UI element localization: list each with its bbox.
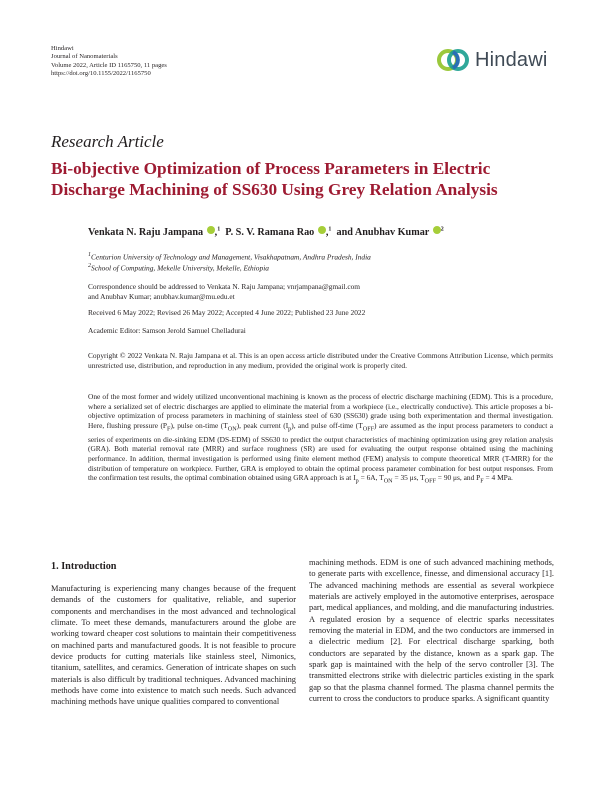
- academic-editor: Academic Editor: Samson Jerold Samuel Chelladurai: [88, 326, 246, 335]
- author-list: Venkata N. Raju Jampana ,$^1$ P. S. V. Ramana Rao ,$^1$ and Anubhav Kumar $^2$: [88, 226, 444, 238]
- journal-meta: [51, 45, 167, 79]
- hindawi-logo[interactable]: [437, 46, 557, 74]
- body-column-left: Manufacturing is experiencing many changes because of the frequent demands of the customers for qualitative, reliable, and superior components and merchandises in the most advanced and technological climate. To meet these demands, manufacturers around the globe are working toward cheaper cost solutions to maintain their competitiveness on machined parts and manufactured goods. It is not feasible to procure device products for cutting materials like stainless steel, Nimonics, titanium, satellites, and ceramics. Generation of intricate shapes on such materials is also difficult by traditional techniques. Advanced machining methods have come into existence to match such needs. Such advanced machining methods have unique qualities compared to conventional: [51, 584, 296, 707]
- article-title: Bi-objective Optimization of Process Parameters in Electric Discharge Machining of SS630 Using Grey Relation Analysis: [51, 159, 498, 199]
- logo-text: Hindawi: [475, 49, 548, 71]
- author-1[interactable]: Venkata N. Raju Jampana: [88, 227, 204, 238]
- volume-line: Volume 2022, Article ID 1165750, 11 pages: [51, 61, 167, 69]
- orcid-icon[interactable]: [318, 226, 326, 234]
- abstract: One of the most former and widely utilized unconventional machining is known as the process of electric discharge machining (EDM). This is a procedure, where a serialized set of electric discharges are applied to eliminate the material from a workpiece (i.e., electrically conductive). This article proposes a bi-objective optimization of process parameters in machining of stainless steel of 630 (SS630) grade using both experimentation and thermal investigation. Here, flushing pressure $(P_F)$, pulse on-time $(T_{ON})$, peak current $(I_p)$, and pulse off-time $(T_{OFF})$ are assumed as the input process parameters to conduct a series of experiments on die-sinking EDM (DS-EDM) of SS630 to predict the output characteristics of machining optimization using grey relation analysis (GRA). Both material removal rate (MRR) and surface roughness (SR) are used for evaluating the output response obtained using the machining performance. In addition, thermal investigation is performed using finite element method (FEM) analysis to compute theoretical MRR (T-MRR) for the distribution of temperature on workpiece. Further, GRA is employed to obtain the optimal process parameter combination for best output responses. From the confirmation test results, the optimal combination obtained using GRA approach is at $I_p = 6A$, $T_{ON} = 35$ μs, $T_{OFF} = 90$ μs, and $P_F = 4$ MPa.: [88, 392, 554, 485]
- copyright-notice: Copyright © 2022 Venkata N. Raju Jampana et al. This is an open access article distributed under the Creative Commons Attribution License, which permits unrestricted use, distribution, and reproduction in any medium, provided the original work is properly cited.: [88, 351, 553, 370]
- doi-link[interactable]: https://doi.org/10.1155/2022/1165750: [51, 70, 151, 78]
- article-dates: Received 6 May 2022; Revised 26 May 2022; Accepted 4 June 2022; Published 23 June 2022: [88, 308, 366, 317]
- author-2[interactable]: P. S. V. Ramana Rao: [225, 227, 315, 238]
- correspondence-line-1: Correspondence should be addressed to Venkata N. Raju Jampana; vnrjampana@gmail.com: [88, 282, 361, 291]
- orcid-icon[interactable]: [433, 226, 441, 234]
- orcid-icon[interactable]: [207, 226, 215, 234]
- author-3[interactable]: and Anubhav Kumar: [336, 227, 430, 238]
- publisher-name: Hindawi: [51, 45, 74, 52]
- correspondence: [88, 282, 558, 301]
- affiliations: [88, 251, 558, 273]
- correspondence-line-2: and Anubhav Kumar; anubhav.kumar@mu.edu.et: [88, 291, 235, 301]
- affiliation-2: $^2$School of Computing, Mekelle University, Mekelle, Ethiopia: [88, 263, 269, 273]
- body-column-right: machining methods. EDM is one of such advanced machining methods, to generate parts with excellence, finesse, and dimensional accuracy [1]. The advanced machining methods are essential as several workpiece materials are actively employed in the automotive enterprises, aerospace part, medical appliances, and molding, and die manufacturing industries. A regulated erosion by a sequence of electric sparks necessitates removing the material in EDM, and the two conductors are immersed in a dielectric medium [2]. For electrical discharge sparking, both conductors are separated by the distance, known as a spark gap. The spark gap is maintained with the help of the servo controller [3]. The transmitted electrons strike with dielectric particles existing in the spark gap so that the plasma channel formed. The plasma channel permits the current to cross the conductors to produce sparks. A significant quantity: [309, 558, 554, 704]
- hindawi-logo-icon: [437, 46, 471, 74]
- journal-name: Journal of Nanomaterials: [51, 53, 118, 61]
- section-heading: 1. Introduction: [51, 561, 117, 572]
- affiliation-1: $^1$Centurion University of Technology and Management, Visakhapatnam, Andhra Pradesh, India: [88, 252, 371, 262]
- article-type: Research Article: [51, 132, 164, 151]
